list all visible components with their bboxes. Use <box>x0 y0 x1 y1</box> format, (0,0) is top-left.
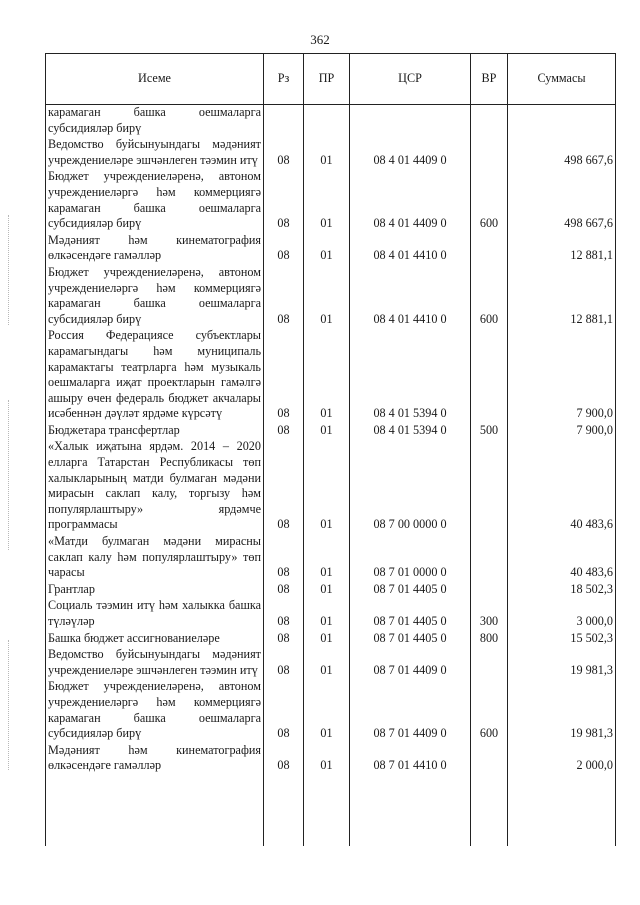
cell-vr <box>471 439 508 534</box>
cell-sum: 498 667,6 <box>508 137 616 169</box>
filler-cell <box>471 775 508 846</box>
cell-name: Бюджет учреждениеләренә, автоном учреждениеләргә һәм коммерциягә карамаган башка оешмаларга субсидияләр бирү <box>46 265 264 328</box>
filler-cell <box>304 775 350 846</box>
cell-rz: 08 <box>264 233 304 265</box>
cell-csr: 08 4 01 5394 0 <box>350 328 471 423</box>
cell-csr: 08 4 01 4410 0 <box>350 265 471 328</box>
filler-cell <box>264 775 304 846</box>
cell-csr: 08 7 01 4409 0 <box>350 679 471 742</box>
table-row <box>46 647 616 679</box>
cell-pr: 01 <box>304 423 350 440</box>
cell-sum: 2 000,0 <box>508 743 616 775</box>
cell-vr <box>471 105 508 138</box>
table-row <box>46 598 616 630</box>
cell-csr: 08 4 01 4409 0 <box>350 169 471 232</box>
cell-sum: 7 900,0 <box>508 328 616 423</box>
table-row <box>46 439 616 534</box>
cell-vr <box>471 328 508 423</box>
cell-sum: 7 900,0 <box>508 423 616 440</box>
cell-pr: 01 <box>304 679 350 742</box>
cell-rz: 08 <box>264 439 304 534</box>
table-row <box>46 105 616 138</box>
cell-vr: 500 <box>471 423 508 440</box>
cell-csr: 08 7 01 0000 0 <box>350 534 471 582</box>
cell-sum <box>508 105 616 138</box>
filler-cell <box>350 775 471 846</box>
table-row <box>46 534 616 582</box>
cell-sum: 12 881,1 <box>508 265 616 328</box>
table-row <box>46 631 616 648</box>
cell-pr: 01 <box>304 598 350 630</box>
cell-vr <box>471 534 508 582</box>
cell-rz: 08 <box>264 328 304 423</box>
cell-csr: 08 4 01 4410 0 <box>350 233 471 265</box>
header-pr: ПР <box>304 54 350 105</box>
cell-vr: 800 <box>471 631 508 648</box>
cell-name: карамаган башка оешмаларга субсидияләр бирү <box>46 105 264 138</box>
table-header-row <box>46 54 616 105</box>
cell-vr <box>471 743 508 775</box>
cell-rz: 08 <box>264 534 304 582</box>
cell-vr <box>471 137 508 169</box>
cell-vr <box>471 647 508 679</box>
cell-pr: 01 <box>304 582 350 599</box>
cell-pr: 01 <box>304 647 350 679</box>
table-row <box>46 137 616 169</box>
cell-vr: 600 <box>471 679 508 742</box>
cell-sum: 15 502,3 <box>508 631 616 648</box>
cell-name: «Матди булмаган мәдәни мирасны саклап калу һәм популярлаштыру» төп чарасы <box>46 534 264 582</box>
table-row <box>46 169 616 232</box>
table-body <box>46 105 616 846</box>
cell-name: «Халык иҗатына ярдәм. 2014 – 2020 елларга Татарстан Республикасы төп халыкларының матди булмаган мәдәни мирасын саклап калу, торгызу һәм популярлаштыру» ярдәмче программасы <box>46 439 264 534</box>
cell-name: Бюджет учреждениеләренә, автоном учреждениеләргә һәм коммерциягә карамаган башка оешмаларга субсидияләр бирү <box>46 169 264 232</box>
cell-pr: 01 <box>304 137 350 169</box>
cell-rz: 08 <box>264 137 304 169</box>
cell-csr: 08 7 00 0000 0 <box>350 439 471 534</box>
table-row <box>46 328 616 423</box>
cell-rz: 08 <box>264 679 304 742</box>
cell-pr: 01 <box>304 631 350 648</box>
cell-pr: 01 <box>304 233 350 265</box>
cell-name: Бюджетара трансфертлар <box>46 423 264 440</box>
cell-csr: 08 4 01 5394 0 <box>350 423 471 440</box>
cell-csr: 08 7 01 4405 0 <box>350 631 471 648</box>
binding-mark <box>8 640 9 770</box>
cell-pr: 01 <box>304 169 350 232</box>
cell-sum: 12 881,1 <box>508 233 616 265</box>
header-csr: ЦСР <box>350 54 471 105</box>
cell-sum: 19 981,3 <box>508 679 616 742</box>
header-name: Исеме <box>46 54 264 105</box>
binding-mark <box>8 400 9 550</box>
header-vr: ВР <box>471 54 508 105</box>
binding-mark <box>8 215 9 325</box>
cell-name: Грантлар <box>46 582 264 599</box>
cell-csr: 08 4 01 4409 0 <box>350 137 471 169</box>
table-row <box>46 582 616 599</box>
cell-rz: 08 <box>264 598 304 630</box>
header-sum: Суммасы <box>508 54 616 105</box>
cell-pr: 01 <box>304 743 350 775</box>
table-filler-row <box>46 775 616 846</box>
cell-csr: 08 7 01 4405 0 <box>350 598 471 630</box>
header-rz: Рз <box>264 54 304 105</box>
cell-pr: 01 <box>304 328 350 423</box>
cell-name: Ведомство буйсынуындагы мәдәният учреждениеләре эшчәнлеген тәэмин итү <box>46 137 264 169</box>
cell-csr: 08 7 01 4405 0 <box>350 582 471 599</box>
cell-pr: 01 <box>304 265 350 328</box>
table-row <box>46 423 616 440</box>
cell-sum: 18 502,3 <box>508 582 616 599</box>
budget-table <box>45 53 616 846</box>
cell-name: Мәдәният һәм кинематография өлкәсендәге гамәлләр <box>46 233 264 265</box>
cell-sum: 498 667,6 <box>508 169 616 232</box>
cell-vr <box>471 233 508 265</box>
cell-name: Башка бюджет ассигнованиеләре <box>46 631 264 648</box>
cell-rz: 08 <box>264 265 304 328</box>
cell-pr: 01 <box>304 534 350 582</box>
cell-sum: 19 981,3 <box>508 647 616 679</box>
cell-name: Россия Федерациясе субъектлары карамагындагы һәм муниципаль карамактагы театрларга һәм музыкаль оешмаларга иҗат проектларын гамәлгә ашыру өчен федераль бюджет акчалары исәбеннән дәүләт ярдәме күрсәтү <box>46 328 264 423</box>
cell-rz: 08 <box>264 743 304 775</box>
cell-pr: 01 <box>304 439 350 534</box>
table-row <box>46 233 616 265</box>
filler-cell <box>508 775 616 846</box>
cell-sum: 40 483,6 <box>508 534 616 582</box>
cell-name: Социаль тәэмин итү һәм халыкка башка түләүләр <box>46 598 264 630</box>
cell-rz: 08 <box>264 631 304 648</box>
cell-rz: 08 <box>264 423 304 440</box>
cell-rz: 08 <box>264 647 304 679</box>
cell-vr: 600 <box>471 265 508 328</box>
cell-csr: 08 7 01 4409 0 <box>350 647 471 679</box>
cell-csr <box>350 105 471 138</box>
cell-name: Ведомство буйсынуындагы мәдәният учреждениеләре эшчәнлеген тәэмин итү <box>46 647 264 679</box>
cell-rz: 08 <box>264 169 304 232</box>
table-row <box>46 679 616 742</box>
cell-pr <box>304 105 350 138</box>
cell-rz <box>264 105 304 138</box>
cell-sum: 3 000,0 <box>508 598 616 630</box>
cell-csr: 08 7 01 4410 0 <box>350 743 471 775</box>
filler-cell <box>46 775 264 846</box>
cell-vr: 600 <box>471 169 508 232</box>
cell-name: Мәдәният һәм кинематография өлкәсендәге гамәлләр <box>46 743 264 775</box>
cell-vr <box>471 582 508 599</box>
cell-sum: 40 483,6 <box>508 439 616 534</box>
cell-vr: 300 <box>471 598 508 630</box>
cell-rz: 08 <box>264 582 304 599</box>
page-number: 362 <box>310 32 330 47</box>
table-row <box>46 265 616 328</box>
cell-name: Бюджет учреждениеләренә, автоном учреждениеләргә һәм коммерциягә карамаган башка оешмаларга субсидияләр бирү <box>46 679 264 742</box>
table-row <box>46 743 616 775</box>
